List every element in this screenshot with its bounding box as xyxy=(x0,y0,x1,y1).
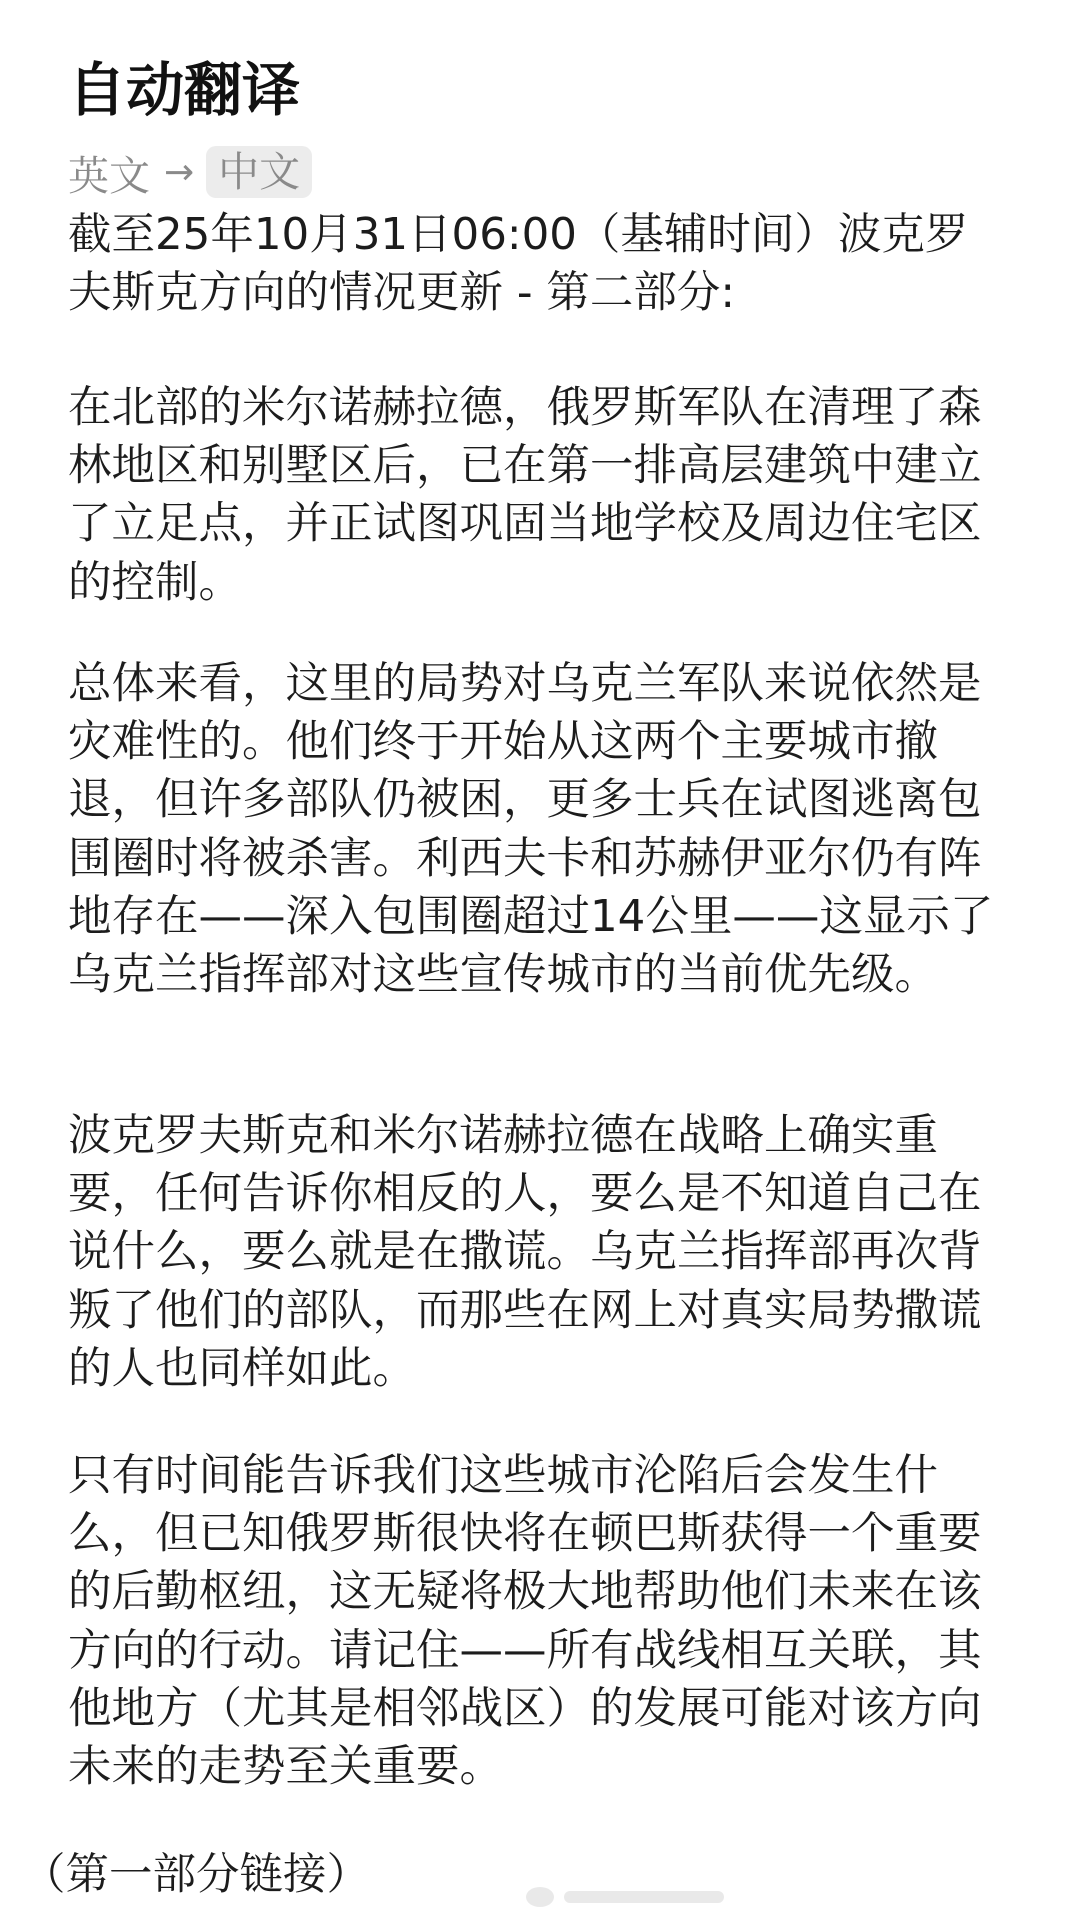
source-language[interactable]: 英文 xyxy=(68,151,150,200)
paragraph-intro: 截至25年10月31日06:00（基辅时间）波克罗夫斯克方向的情况更新 - 第二部分: xyxy=(68,210,969,319)
arrow-right-icon: → xyxy=(164,151,195,193)
paragraph-strategic: 波克罗夫斯克和米尔诺赫拉德在战略上确实重要，任何告诉你相反的人，要么是不知道自己在说什么，要么就是在撒谎。乌克兰指挥部再次背叛了他们的部队，而那些在网上对真实局势撒谎的人也同样如此。 xyxy=(68,1111,982,1394)
page-title: 自动翻译 xyxy=(68,56,301,124)
target-language[interactable]: 中文 xyxy=(206,146,312,198)
paragraph-outlook: 只有时间能告诉我们这些城市沦陷后会发生什么，但已知俄罗斯很快将在顿巴斯获得一个重要的后勤枢纽，这无疑将极大地帮助他们未来在该方向的行动。请记住——所有战线相互关联，其他地方（尤其是相邻战区）的发展可能对该方向未来的走势至关重要。 xyxy=(68,1451,982,1793)
paragraph-overview: 总体来看，这里的局势对乌克兰军队来说依然是灾难性的。他们终于开始从这两个主要城市撤退，但许多部队仍被困，更多士兵在试图逃离包围圈时将被杀害。利西夫卡和苏赫伊亚尔仍有阵地存在——深入包围圈超过14公里——这显示了乌克兰指挥部对这些宣传城市的当前优先级。 xyxy=(68,659,994,1001)
watermark-logo xyxy=(520,1882,740,1912)
part-one-link[interactable]: （第一部分链接） xyxy=(22,1850,370,1900)
paragraph-north: 在北部的米尔诺赫拉德，俄罗斯军队在清理了森林地区和别墅区后，已在第一排高层建筑中建立了立足点，并正试图巩固当地学校及周边住宅区的控制。 xyxy=(68,383,982,608)
language-switcher[interactable] xyxy=(68,146,312,198)
